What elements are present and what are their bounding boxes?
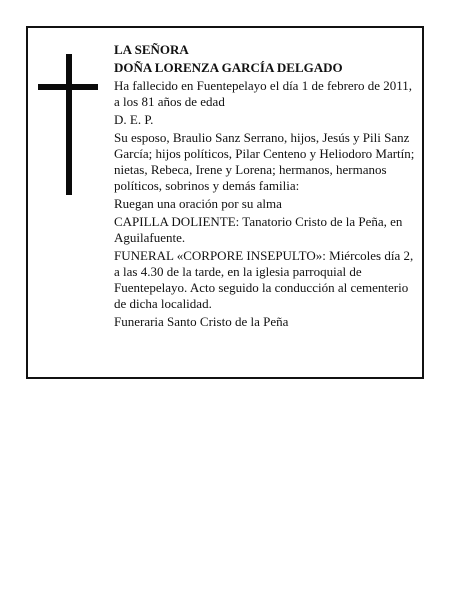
chapel-info: CAPILLA DOLIENTE: Tanatorio Cristo de la Peña, en Aguilafuente. xyxy=(114,214,403,245)
cross-horizontal-bar xyxy=(38,84,98,90)
prayer-request: Ruegan una oración por su alma xyxy=(114,196,282,211)
cross-vertical-bar xyxy=(66,54,72,195)
obituary-notice xyxy=(26,26,424,379)
dep-abbreviation: D. E. P. xyxy=(114,112,154,127)
deceased-name: DOÑA LORENZA GARCÍA DELGADO xyxy=(114,60,343,75)
obituary-text xyxy=(114,42,420,332)
death-info: Ha fallecido en Fuentepelayo el día 1 de febrero de 2011, a los 81 años de edad xyxy=(114,78,413,109)
funeral-home: Funeraria Santo Cristo de la Peña xyxy=(114,314,289,329)
family-list: Su esposo, Braulio Sanz Serrano, hijos, Jesús y Pili Sanz García; hijos políticos, Pilar Centeno y Heliodoro Martín; nietas, Rebeca, Irene y Lorena; hermanos, hermanos políticos, sobrinos y demás familia: xyxy=(114,130,415,193)
funeral-info: FUNERAL «CORPORE INSEPULTO»: Miércoles día 2, a las 4.30 de la tarde, en la iglesia parroquial de Fuentepelayo. Acto seguido la conducción al cementerio de dicha localidad. xyxy=(114,248,414,311)
notice-title: LA SEÑORA xyxy=(114,42,189,57)
